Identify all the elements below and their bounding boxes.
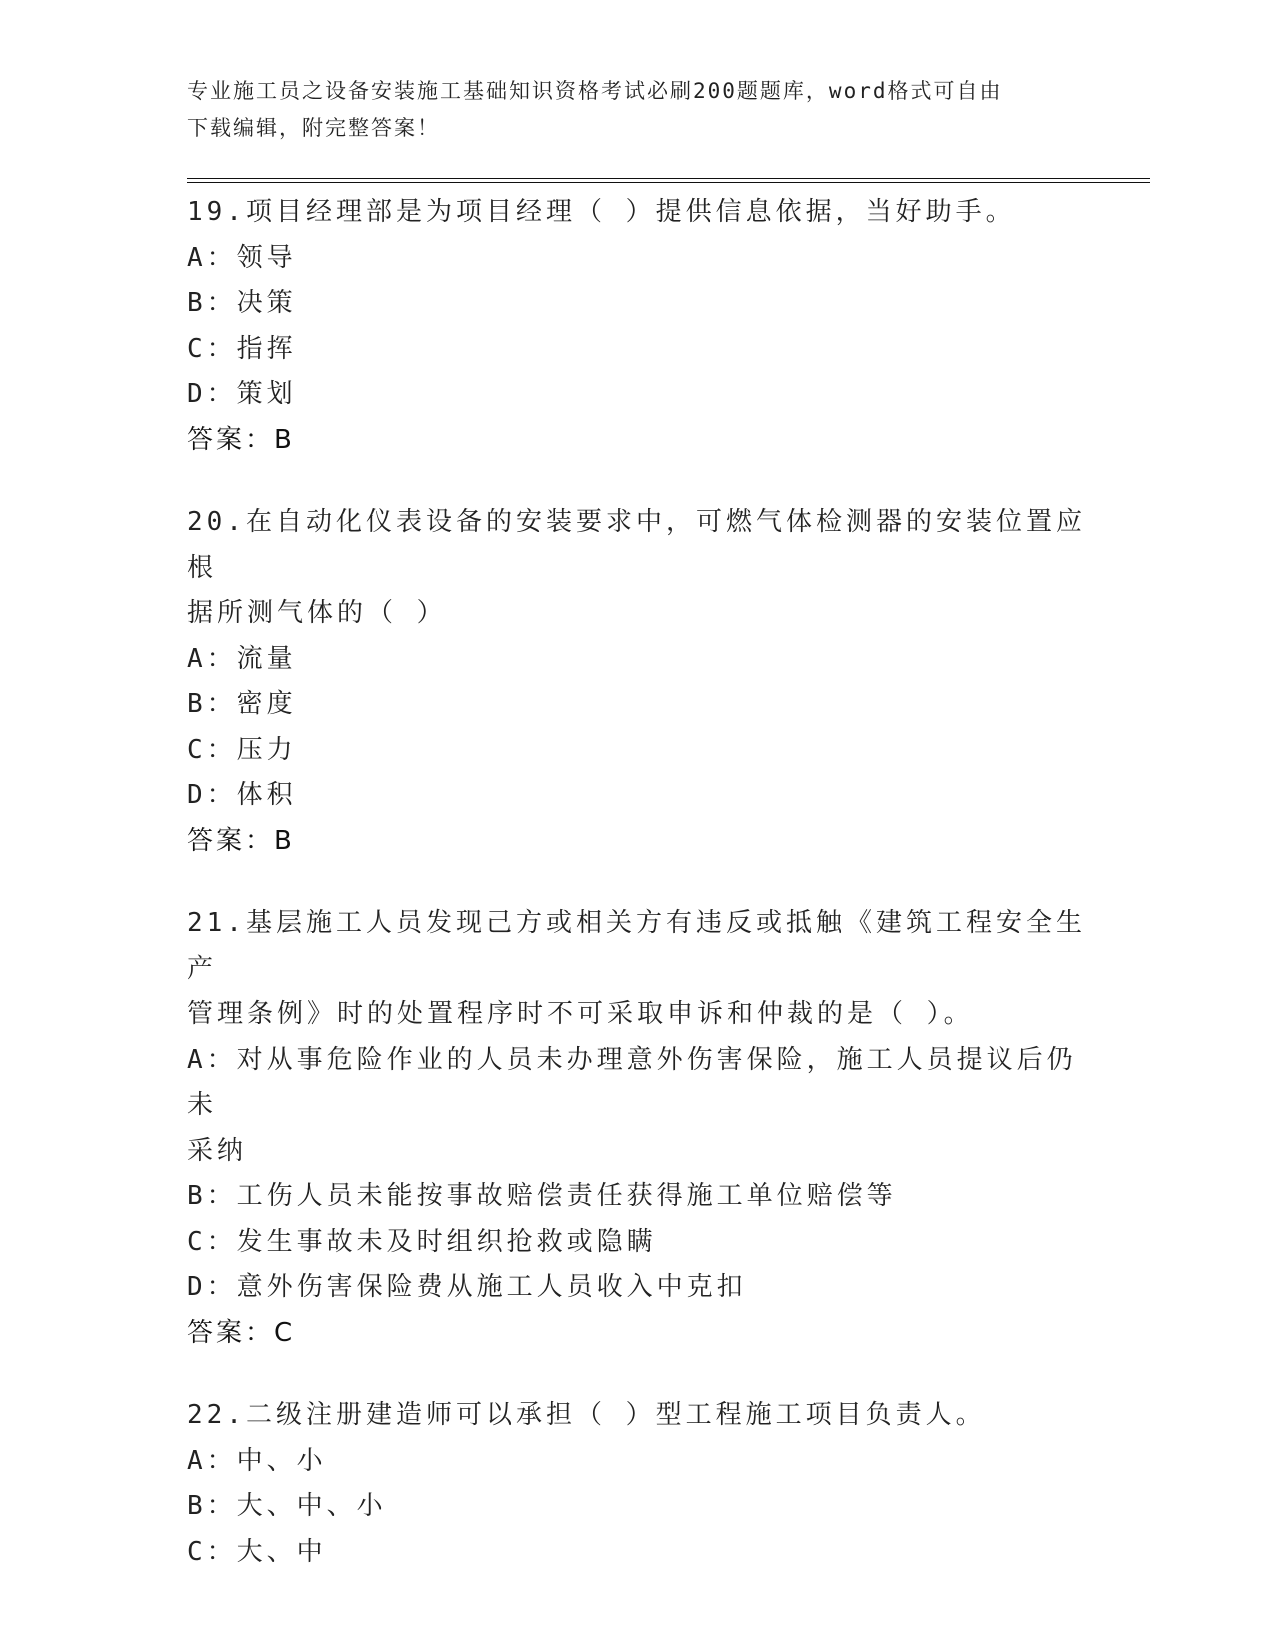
option-b [187, 1484, 1087, 1530]
question-item [187, 1393, 1087, 1575]
option-d [187, 1265, 1087, 1311]
option-line: A：领导 [187, 242, 297, 273]
option-line: B：大、中、小 [187, 1491, 387, 1521]
option-line: C：指挥 [187, 333, 297, 364]
option-c [187, 1530, 1087, 1576]
question-list [187, 190, 1087, 1612]
answer-line: 答案：C [187, 1317, 296, 1348]
option-line: A：对从事危险作业的人员未办理意外伤害保险，施工人员提议后仍未 [187, 1044, 1077, 1120]
header-divider-bottom [187, 182, 1150, 183]
question-stem-line: 据所测气体的（ ） [187, 598, 447, 628]
option-line: D：策划 [187, 379, 297, 409]
question-item [187, 500, 1087, 864]
option-d [187, 372, 1087, 418]
option-b [187, 1174, 1087, 1220]
header-line-2: 下载编辑，附完整答案！ [187, 116, 440, 140]
question-stem-line: 21.基层施工人员发现己方或相关方有违反或抵触《建筑工程安全生产 [187, 908, 1086, 984]
option-b [187, 281, 1087, 327]
question-stem-line: 22.二级注册建造师可以承担（ ）型工程施工项目负责人。 [187, 1400, 986, 1430]
question-stem-line: 管理条例》时的处置程序时不可采取申诉和仲裁的是（ ）。 [187, 999, 974, 1029]
question-stem [187, 190, 1087, 236]
option-a [187, 637, 1087, 683]
question-item [187, 190, 1087, 463]
question-stem [187, 500, 1087, 637]
document-header [187, 73, 1087, 147]
option-line: A：中、小 [187, 1445, 327, 1476]
option-line: B：工伤人员未能按事故赔偿责任获得施工单位赔偿等 [187, 1181, 897, 1211]
option-line: C：压力 [187, 734, 297, 765]
header-line-1: 专业施工员之设备安装施工基础知识资格考试必刷200题题库，word格式可自由 [187, 79, 1003, 103]
question-stem-line: 19.项目经理部是为项目经理（ ）提供信息依据，当好助手。 [187, 197, 1016, 227]
answer-line: 答案：B [187, 825, 295, 856]
option-a [187, 1038, 1087, 1175]
header-divider-top [187, 178, 1150, 179]
option-c [187, 327, 1087, 373]
option-a [187, 1439, 1087, 1485]
option-line: C：大、中 [187, 1536, 327, 1567]
question-item [187, 901, 1087, 1356]
option-c [187, 1220, 1087, 1266]
option-a [187, 236, 1087, 282]
option-d [187, 773, 1087, 819]
option-line: B：密度 [187, 689, 297, 719]
question-stem [187, 1393, 1087, 1439]
option-line: C：发生事故未及时组织抢救或隐瞒 [187, 1226, 657, 1257]
option-b [187, 682, 1087, 728]
option-line: A：流量 [187, 643, 297, 674]
option-c [187, 728, 1087, 774]
answer-line: 答案：B [187, 424, 295, 455]
option-line: D：意外伤害保险费从施工人员收入中克扣 [187, 1272, 747, 1302]
question-stem-line: 20.在自动化仪表设备的安装要求中，可燃气体检测器的安装位置应根 [187, 507, 1086, 583]
question-stem [187, 901, 1087, 1038]
option-line: D：体积 [187, 780, 297, 810]
option-line: B：决策 [187, 288, 297, 318]
option-line: 采纳 [187, 1135, 248, 1166]
